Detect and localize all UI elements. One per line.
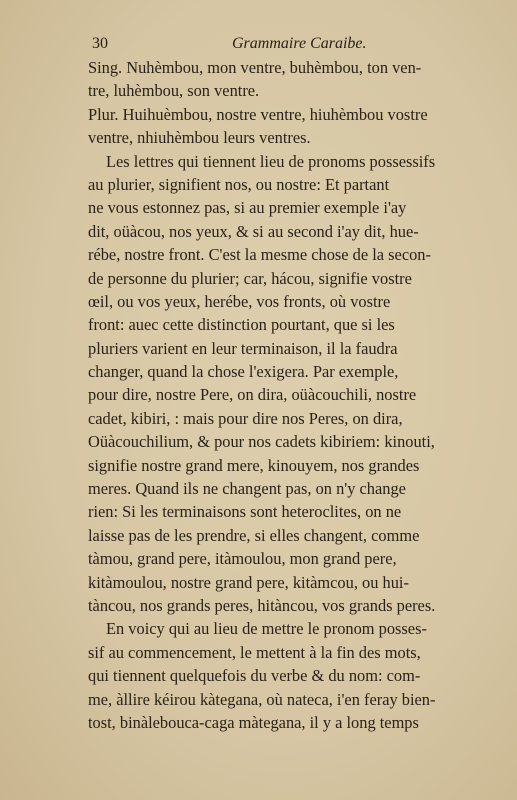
- text-line: signifie nostre grand mere, kinouyem, nos grandes: [88, 455, 420, 475]
- text-line: changer, quand la chose l'exigera. Par exemple,: [88, 362, 399, 382]
- text-line: qui tiennent quelquefois du verbe & du nom: com-: [88, 666, 421, 686]
- text-line: dit, oüàcou, nos yeux, & si au second i'ay dit, hue-: [88, 221, 419, 241]
- text-line: sif au commencement, le mettent à la fin des mots,: [88, 642, 421, 662]
- text-line: tàncou, nos grands peres, hitàncou, vos grands peres.: [88, 595, 436, 615]
- text-line: au plurier, signifient nos, ou nostre: Et partant: [88, 174, 390, 194]
- text-line: pour dire, nostre Pere, on dira, oüàcouchili, nostre: [88, 385, 417, 405]
- text-line: de personne du plurier; car, hácou, signifie vostre: [88, 268, 412, 288]
- text-line: œil, ou vos yeux, herébe, vos fronts, où vostre: [88, 291, 391, 311]
- text-line: tre, luhèmbou, son ventre.: [88, 81, 260, 101]
- running-title: Grammaire Caraibe.: [232, 35, 367, 52]
- text-line: rébe, nostre front. C'est la mesme chose de la secon-: [88, 245, 431, 265]
- body-text: [88, 56, 500, 734]
- text-line: tàmou, grand pere, itàmoulou, mon grand pere,: [88, 549, 397, 569]
- text-line: kitàmoulou, nostre grand pere, kitàmcou, ou hui-: [88, 572, 409, 592]
- text-line: laisse pas de les prendre, si elles changent, comme: [88, 525, 420, 545]
- text-line: tost, binàlebouca-caga màtegana, il y a long temps: [88, 712, 419, 732]
- text-line: pluriers varient en leur terminaison, il la faudra: [88, 338, 398, 358]
- text-line: Oüàcouchilium, & pour nos cadets kibiriem: kinouti,: [88, 432, 435, 452]
- text-line: me, àllire kéirou kàtegana, où nateca, i'en feray bien-: [88, 689, 436, 709]
- text-line: Plur. Huihuèmbou, nostre ventre, hiuhèmbou vostre: [88, 104, 428, 124]
- text-line: meres. Quand ils ne changent pas, on n'y change: [88, 479, 406, 499]
- text-line: Sing. Nuhèmbou, mon ventre, buhèmbou, ton ven-: [88, 58, 422, 77]
- text-line: ventre, nhiuhèmbou leurs ventres.: [88, 128, 311, 148]
- text-line: rien: Si les terminaisons sont heteroclites, on ne: [88, 502, 402, 522]
- page-number: 30: [92, 35, 108, 52]
- text-line: cadet, kibiri, : mais pour dire nos Peres, on dira,: [88, 408, 403, 428]
- text-line: Les lettres qui tiennent lieu de pronoms possessifs: [106, 151, 436, 171]
- text-line: ne vous estonnez pas, si au premier exemple i'ay: [88, 198, 407, 218]
- text-line: En voicy qui au lieu de mettre le pronom posses-: [106, 619, 427, 639]
- text-line: front: auec cette distinction pourtant, que si les: [88, 315, 395, 335]
